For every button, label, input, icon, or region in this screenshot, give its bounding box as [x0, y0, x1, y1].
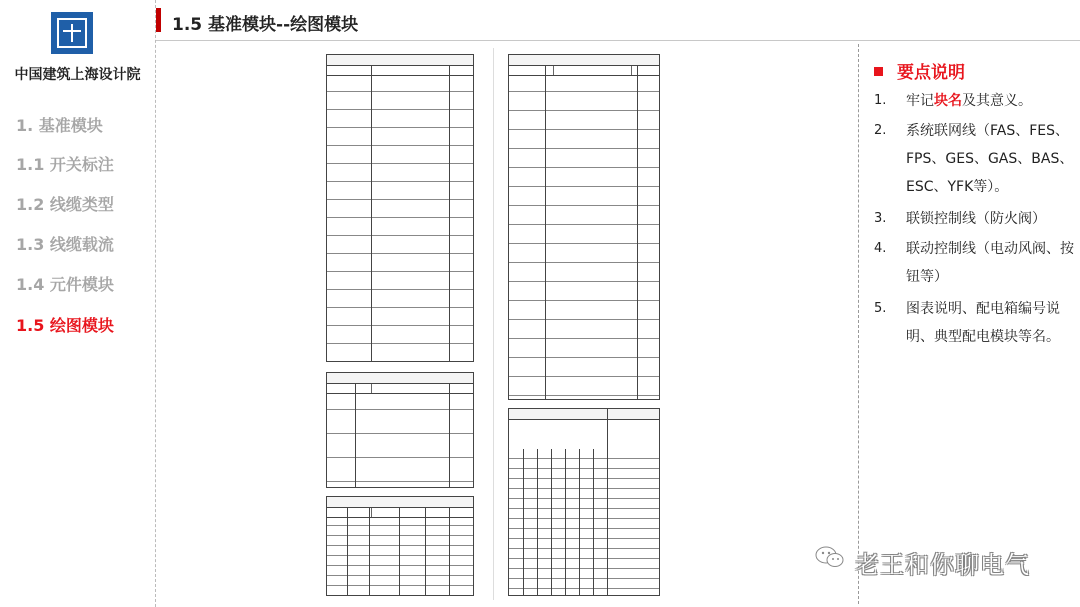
- key-point-1: 1. 牢记块名及其意义。: [874, 93, 1032, 109]
- nav-item-basic-modules[interactable]: 1. 基准模块: [16, 116, 103, 135]
- nav-item-drawing-modules[interactable]: 1.5 绘图模块: [16, 316, 114, 335]
- column-divider: [493, 48, 494, 600]
- key-points-title: 要点说明: [874, 58, 965, 83]
- header-accent-bar: [156, 8, 161, 32]
- key-point-4: 4. 联动控制线（电动风阀、按钮等）: [874, 241, 1074, 285]
- drawing-sheet-control-lines: [508, 54, 660, 400]
- nav-item-switch-labels[interactable]: 1.1 开关标注: [16, 155, 114, 174]
- nav-item-cable-types[interactable]: 1.2 线缆类型: [16, 195, 114, 214]
- drawing-sheet-linkage-lines: [326, 54, 474, 362]
- key-point-2: 2. 系统联网线（FAS、FES、FPS、GES、GAS、BAS、ESC、YFK等）。: [874, 123, 1074, 195]
- panel-divider: [858, 44, 859, 604]
- nav-item-component-modules[interactable]: 1.4 元件模块: [16, 275, 114, 294]
- drawing-sheet-box-numbering: [508, 408, 660, 596]
- nav-item-cable-ampacity[interactable]: 1.3 线缆载流: [16, 235, 114, 254]
- org-name: 中国建筑上海设计院: [14, 67, 141, 83]
- sidebar: [0, 0, 156, 607]
- company-logo: [51, 12, 93, 54]
- key-point-3: 3. 联锁控制线（防火阀）: [874, 211, 1046, 227]
- square-bullet-icon: [874, 67, 883, 76]
- watermark: 老王和你聊电气: [815, 541, 1055, 577]
- drawing-sheet-distribution-module: [326, 372, 474, 488]
- drawing-sheet-legend: [326, 496, 474, 596]
- page-title: 1.5 基准模块--绘图模块: [172, 15, 359, 35]
- key-point-5: 5. 图表说明、配电箱编号说明、典型配电模块等名。: [874, 301, 1060, 345]
- slide-header: [156, 0, 1080, 41]
- wechat-icon: [815, 545, 845, 569]
